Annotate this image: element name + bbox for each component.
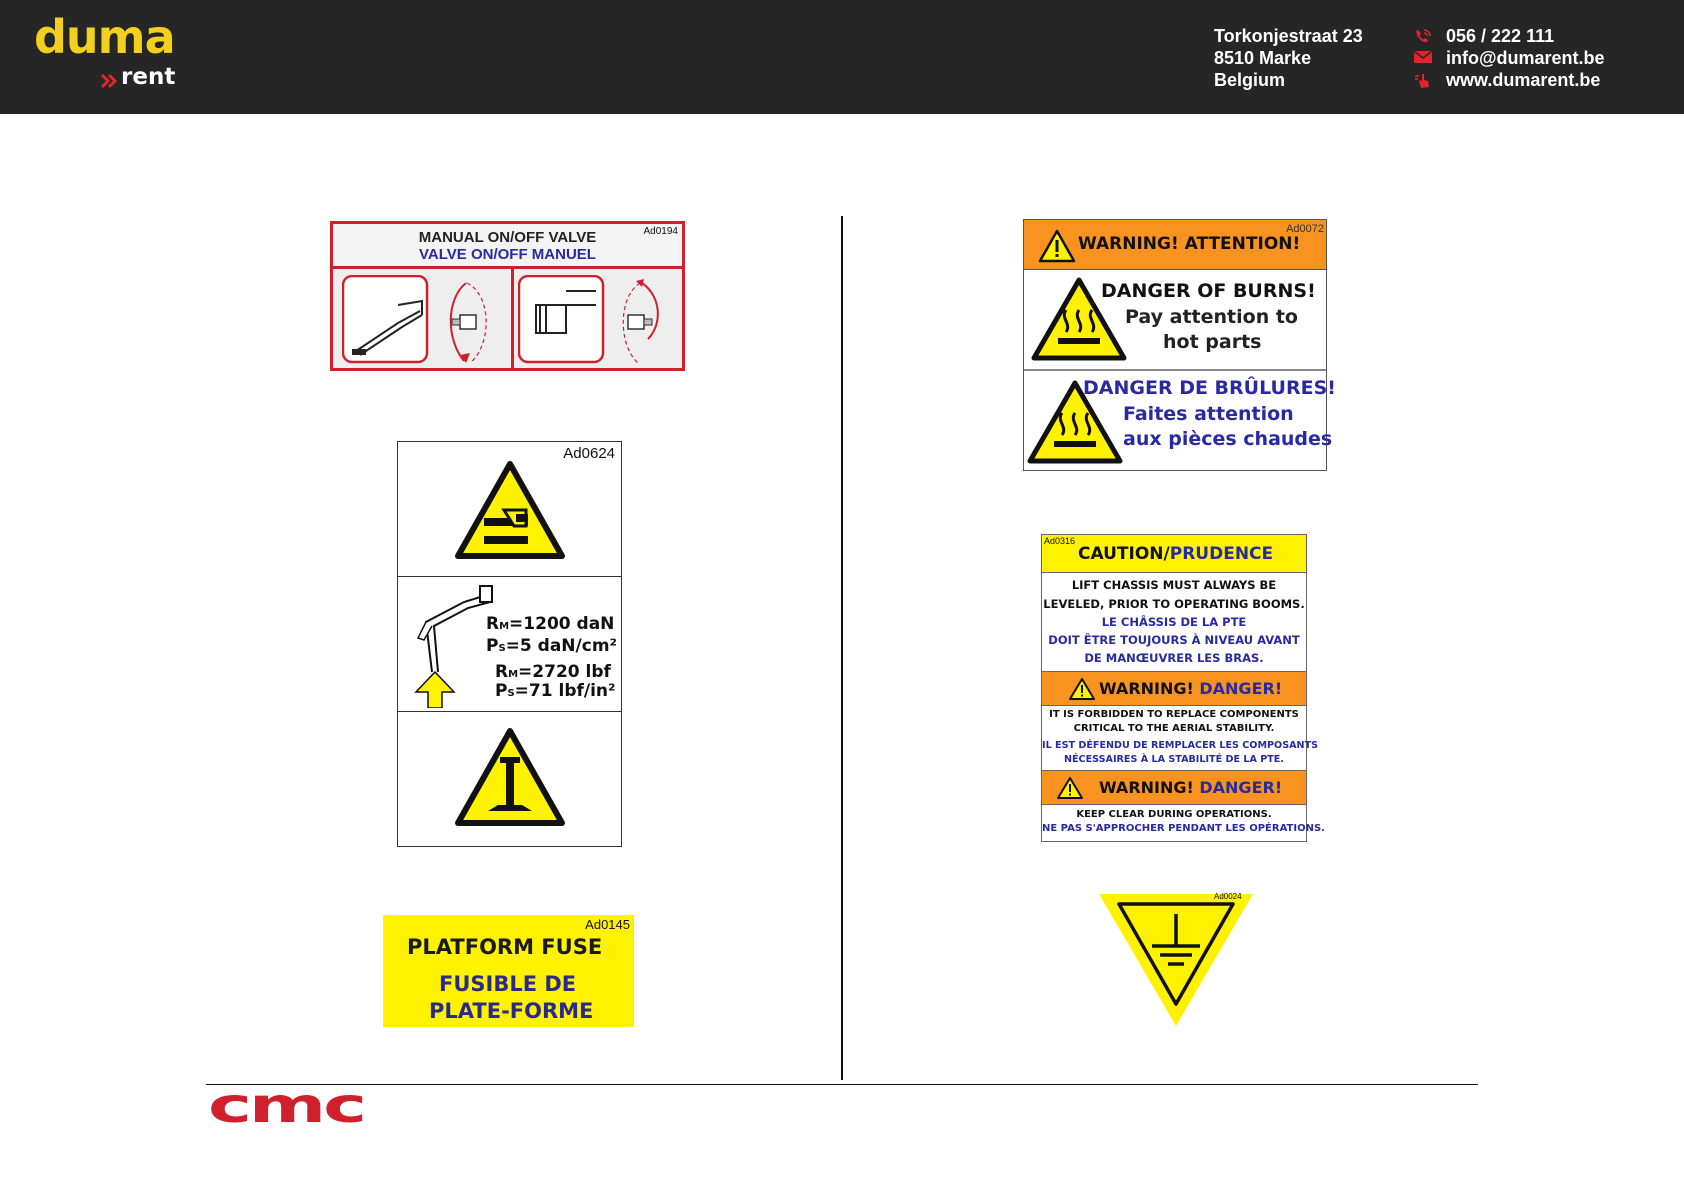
label-code: Ad0072: [1286, 223, 1324, 235]
column-divider: [841, 216, 843, 1080]
valve-title-fr: VALVE ON/OFF MANUEL: [419, 246, 596, 263]
warning-danger-text: WARNING! DANGER!: [1099, 679, 1283, 698]
cursor-hand-icon: [1414, 72, 1432, 89]
label-crush-load: [397, 441, 622, 847]
email-text: info@dumarent.be: [1446, 48, 1605, 68]
burns-en-2: Pay attention to: [1125, 306, 1298, 328]
crush-hazard-icon: [454, 460, 566, 560]
outrigger-hazard-icon: [454, 727, 566, 827]
address-block: [1214, 25, 1363, 91]
logo-rent: rent: [121, 64, 176, 90]
load-spec-cell: [398, 576, 621, 712]
contact-block: [1414, 25, 1605, 91]
platform-valve-pictogram: [518, 275, 678, 365]
label-code: Ad0316: [1044, 536, 1076, 546]
crush-hazard-cell: [398, 442, 621, 577]
caution-text-fr-2: DOIT ÊTRE TOUJOURS À NIVEAU AVANT: [1048, 633, 1300, 647]
mail-icon: [1414, 50, 1432, 64]
outrigger-hazard-cell: [398, 711, 621, 846]
valve-title-en: MANUAL ON/OFF VALVE: [418, 229, 597, 246]
warning-icon: [1068, 677, 1096, 701]
caution-title: CAUTION/PRUDENCE: [1078, 544, 1274, 564]
logo-duma: duma: [34, 10, 175, 64]
logo-arrows-icon: [101, 74, 117, 88]
warning-icon: [1056, 776, 1084, 800]
caution-text-fr-3: DE MANŒUVRER LES BRAS.: [1084, 651, 1264, 665]
caution-text-fr-1: LE CHÂSSIS DE LA PTE: [1101, 615, 1247, 629]
burns-banner: [1024, 220, 1326, 270]
label-code: Ad0194: [643, 226, 678, 237]
phone-row[interactable]: [1414, 25, 1605, 47]
address-line: Torkonjestraat 23: [1214, 26, 1363, 46]
ground-symbol-icon: [1097, 892, 1255, 1028]
ps-imperial: PS=71 lbf/in²: [495, 681, 616, 701]
stability-text-fr-1: IL EST DÉFENDU DE REMPLACER LES COMPOSANTS: [1042, 740, 1319, 751]
footer-rule: [206, 1084, 1478, 1085]
burns-banner-text: WARNING! ATTENTION!: [1078, 234, 1301, 254]
address-line: 8510 Marke: [1214, 48, 1312, 68]
label-danger-burns: [1023, 219, 1336, 471]
page-header: [0, 0, 1684, 114]
fuse-text-en: PLATFORM FUSE: [407, 935, 603, 959]
address-line: Belgium: [1214, 70, 1286, 90]
rm-metric: RM=1200 daN: [486, 614, 615, 634]
website-row[interactable]: [1414, 69, 1605, 91]
cmc-logo: [208, 1084, 368, 1128]
label-caution-prudence: [1041, 534, 1325, 842]
caution-header: [1042, 535, 1306, 573]
valve-divider: [511, 266, 514, 368]
svg-text:cmc: cmc: [208, 1084, 364, 1124]
fuse-text-fr-2: PLATE-FORME: [429, 999, 594, 1023]
warning-icon: [1038, 229, 1076, 263]
burns-fr-3: aux pièces chaudes: [1123, 428, 1333, 450]
stability-text-en-1: IT IS FORBIDDEN TO REPLACE COMPONENTS: [1049, 709, 1299, 720]
keep-clear-fr: NE PAS S'APPROCHER PENDANT LES OPÉRATIONS.: [1042, 823, 1325, 834]
label-manual-valve: [330, 221, 685, 371]
label-code: Ad0145: [585, 917, 630, 932]
burns-fr-1: DANGER DE BRÛLURES!: [1083, 377, 1336, 399]
caution-text-en-2: LEVELED, PRIOR TO OPERATING BOOMS.: [1043, 597, 1305, 611]
boom-valve-pictogram: [342, 275, 502, 365]
burns-en-3: hot parts: [1163, 331, 1262, 353]
website-text: www.dumarent.be: [1446, 70, 1601, 90]
rm-imperial: RM=2720 lbf: [495, 662, 611, 682]
valve-header: [333, 224, 682, 269]
stability-text-en-2: CRITICAL TO THE AERIAL STABILITY.: [1073, 723, 1275, 734]
warning-danger-band: [1042, 770, 1306, 805]
label-platform-fuse: [383, 915, 634, 1027]
burns-fr-2: Faites attention: [1123, 403, 1294, 425]
warning-danger-text: WARNING! DANGER!: [1099, 778, 1283, 797]
phone-icon: [1414, 28, 1432, 45]
warning-danger-band: [1042, 671, 1306, 706]
label-code: Ad0624: [563, 445, 615, 462]
stability-text-fr-2: NÉCESSAIRES À LA STABILITÉ DE LA PTE.: [1063, 754, 1285, 765]
phone-text: 056 / 222 111: [1446, 26, 1555, 46]
fuse-text-fr-1: FUSIBLE DE: [439, 972, 577, 996]
burns-separator: [1024, 369, 1326, 371]
label-code: Ad0024: [1214, 892, 1242, 901]
burns-en-1: DANGER OF BURNS!: [1101, 280, 1316, 302]
cmc-logo-icon: [208, 1084, 368, 1124]
ps-metric: PS=5 daN/cm²: [486, 636, 617, 656]
keep-clear-en: KEEP CLEAR DURING OPERATIONS.: [1076, 809, 1272, 820]
caution-text-en-1: LIFT CHASSIS MUST ALWAYS BE: [1071, 578, 1277, 592]
boom-load-icon: [404, 580, 496, 708]
email-row[interactable]: [1414, 47, 1605, 69]
